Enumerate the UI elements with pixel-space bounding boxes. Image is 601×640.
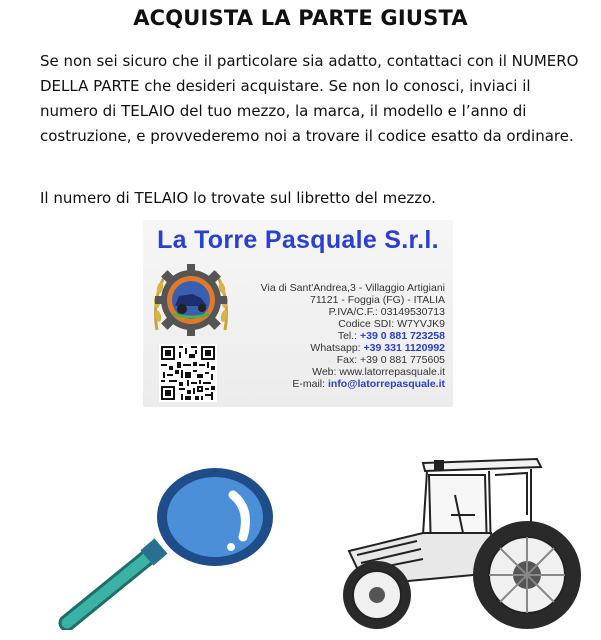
chassis-paragraph: Il numero di TELAIO lo trovate sul libretto del mezzo. xyxy=(40,189,436,207)
rear-wheel xyxy=(473,521,581,629)
vat-number: P.IVA/C.F.: 03149530713 xyxy=(328,306,445,318)
sdi-code: Codice SDI: W7YVJK9 xyxy=(338,318,445,330)
company-logo xyxy=(149,258,233,342)
website: Web: www.latorrepasquale.it xyxy=(312,366,445,378)
email-address[interactable]: info@latorrepasquale.it xyxy=(327,378,445,390)
address-line-2: 71121 - Foggia (FG) - ITALIA xyxy=(310,294,445,306)
intro-paragraph: Se non sei sicuro che il particolare sia adatto, contattaci con il NUMERO DELLA PARTE che desideri acquistare. Se non lo conosci, inviaci il numero di TELAIO del tuo mezzo, la marca, il modello e l’anno di costruzione, e provvederemo noi a trovare il codice esatto da ordinare. xyxy=(40,52,579,145)
phone-number[interactable]: +39 0 881 723258 xyxy=(360,330,445,342)
whatsapp-number[interactable]: +39 331 1120992 xyxy=(363,342,445,354)
phone-line xyxy=(225,330,445,342)
qr-code xyxy=(159,344,217,402)
address-line-1: Via di Sant'Andrea,3 - Villaggio Artigiani xyxy=(260,282,445,294)
fax-number: Fax: +39 0 881 775605 xyxy=(336,354,445,366)
company-name: La Torre Pasquale S.r.l. xyxy=(157,226,439,254)
front-wheel xyxy=(343,561,411,629)
magnifier-icon xyxy=(55,465,280,630)
whatsapp-label: Whatsapp: xyxy=(310,342,364,354)
email-line xyxy=(225,378,445,390)
tractor-icon xyxy=(305,455,585,635)
phone-label: Tel.: xyxy=(337,330,361,342)
whatsapp-line xyxy=(225,342,445,354)
email-label: E-mail: xyxy=(292,378,328,390)
contact-info xyxy=(225,282,445,390)
page-title: ACQUISTA LA PARTE GIUSTA xyxy=(133,6,468,30)
business-card xyxy=(143,220,453,407)
